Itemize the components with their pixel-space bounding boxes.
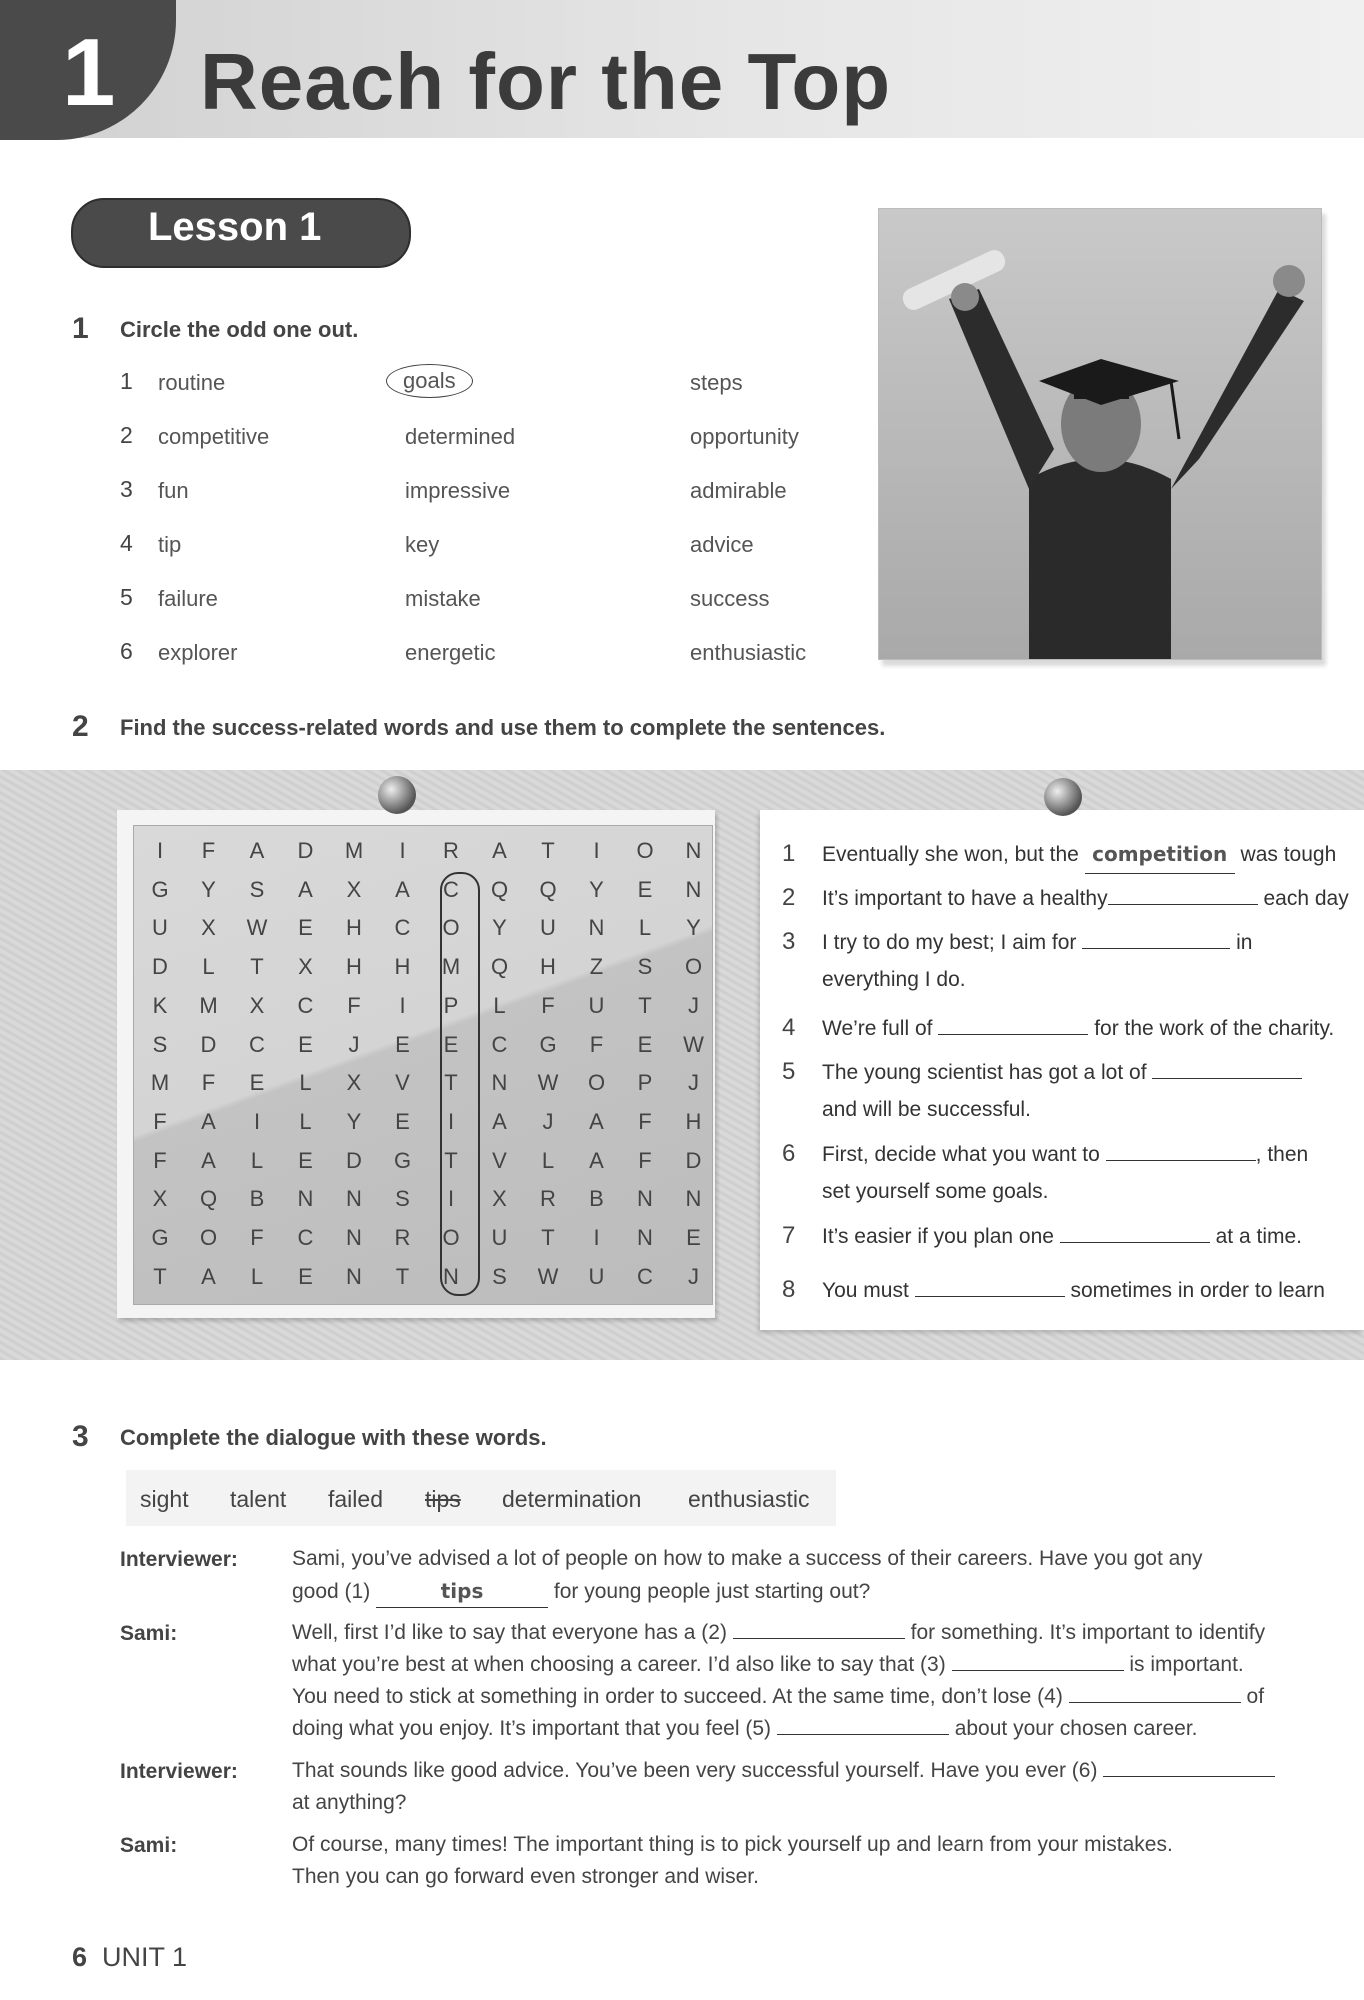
grid-letter[interactable]: X (346, 876, 362, 902)
dialogue-text: for young people just starting out? (553, 1580, 871, 1603)
grid-letter[interactable]: G (151, 1225, 169, 1250)
grid-letter[interactable]: M (199, 992, 218, 1018)
option-word[interactable]: steps (690, 370, 743, 395)
grid-letter[interactable]: U (491, 1225, 508, 1250)
grid-letter[interactable]: N (346, 1263, 362, 1289)
sentence-text: at a time. (1215, 1225, 1302, 1248)
grid-letter[interactable]: R (394, 1225, 411, 1250)
grid-letter[interactable]: T (395, 1263, 410, 1289)
exercise-2-instruction: Find the success-related words and use them to complete the sentences. (120, 715, 886, 740)
grid-letter[interactable]: T (444, 1147, 458, 1173)
grid-letter[interactable]: L (250, 1263, 264, 1289)
option-word[interactable]: success (690, 586, 770, 611)
grid-letter[interactable]: H (346, 915, 362, 941)
grid-letter[interactable]: C (637, 1263, 653, 1289)
dialogue-text: what you’re best at when choosing a career. I’d also like to say that (3) (292, 1653, 946, 1676)
word-bank-item: enthusiastic (688, 1486, 810, 1512)
speaker-label: Sami: (120, 1622, 178, 1645)
sentence-number: 2 (782, 884, 796, 911)
grid-letter[interactable]: E (443, 1031, 459, 1057)
grid-letter[interactable]: T (153, 1263, 167, 1289)
sentence-text: It’s important to have a healthy (822, 887, 1108, 910)
grid-letter[interactable]: K (152, 992, 168, 1018)
dialogue-text: Of course, many times! The important thing is to pick yourself up and learn from your mistakes. (292, 1833, 1173, 1856)
dialogue-text: doing what you enjoy. It’s important that you feel (5) (292, 1717, 771, 1740)
grid-letter[interactable]: D (346, 1147, 362, 1173)
grid-letter[interactable]: Q (490, 876, 509, 902)
grid-letter[interactable]: N (637, 1225, 653, 1250)
grid-letter[interactable]: Y (686, 915, 701, 941)
grid-letter[interactable]: L (493, 992, 506, 1018)
grid-letter[interactable]: V (492, 1147, 507, 1173)
grid-letter[interactable]: N (443, 1263, 459, 1289)
pushpin-icon (1044, 778, 1082, 816)
grid-letter[interactable]: O (199, 1225, 218, 1250)
grid-letter[interactable]: H (394, 954, 411, 980)
grid-letter[interactable]: T (250, 954, 264, 980)
option-word[interactable]: fun (158, 478, 189, 503)
grid-letter[interactable]: I (593, 1225, 600, 1250)
grid-letter[interactable]: T (541, 1225, 555, 1250)
grid-letter[interactable]: S (492, 1263, 507, 1289)
grid-letter[interactable]: E (637, 876, 653, 902)
page-footer (72, 1942, 187, 1973)
grid-letter[interactable]: O (636, 838, 654, 863)
grid-letter[interactable]: A (589, 1147, 604, 1173)
dialogue-text: at anything? (292, 1791, 407, 1814)
grid-letter[interactable]: O (442, 1225, 460, 1250)
grid-letter[interactable]: J (688, 1263, 699, 1289)
grid-letter[interactable]: W (537, 1263, 559, 1289)
grid-letter[interactable]: O (587, 1070, 606, 1096)
answer-blank[interactable] (952, 1670, 1124, 1671)
found-word-highlight (440, 872, 480, 1296)
grid-letter[interactable]: I (447, 1186, 455, 1212)
dialogue-text: good (1) (292, 1580, 371, 1603)
sentence-text: in (1236, 931, 1253, 954)
exercise-3-instruction: Complete the dialogue with these words. (120, 1425, 547, 1450)
grid-letter[interactable]: F (201, 838, 216, 863)
grid-letter[interactable]: C (249, 1031, 265, 1057)
sentence-text: everything I do. (822, 968, 966, 991)
answer-blank[interactable] (733, 1638, 905, 1639)
lesson-label: Lesson 1 (148, 205, 322, 249)
grid-letter[interactable]: C (443, 876, 459, 902)
page-title: Reach for the Top (200, 37, 892, 126)
footer-unit: UNIT 1 (102, 1942, 188, 1972)
grid-letter[interactable]: M (441, 954, 461, 980)
grid-letter[interactable]: F (638, 1147, 652, 1173)
grid-letter[interactable]: X (346, 1070, 362, 1096)
unit-number: 1 (62, 19, 116, 126)
grid-letter[interactable]: E (395, 1031, 410, 1057)
sentence-text: Eventually she won, but the (822, 843, 1079, 866)
row-number: 4 (120, 530, 133, 556)
circled-option-word[interactable]: goals (386, 364, 473, 398)
speaker-label: Interviewer: (120, 1760, 238, 1783)
row-number: 6 (120, 638, 133, 664)
option-word[interactable]: energetic (405, 640, 496, 665)
grid-letter[interactable]: Y (492, 915, 507, 941)
option-word[interactable]: competitive (158, 424, 270, 449)
grid-letter[interactable]: B (249, 1186, 265, 1212)
grid-letter[interactable]: A (589, 1108, 604, 1134)
answer-blank[interactable] (777, 1734, 949, 1735)
grid-letter[interactable]: I (593, 838, 600, 863)
option-word[interactable]: mistake (405, 586, 481, 611)
grid-letter[interactable]: D (297, 838, 314, 863)
grid-letter[interactable]: I (447, 1108, 455, 1134)
sentence-text: First, decide what you want to (822, 1143, 1100, 1166)
grid-letter[interactable]: E (249, 1070, 265, 1096)
grid-letter[interactable]: E (298, 915, 313, 941)
exercise-1-number: 1 (72, 312, 89, 345)
grid-letter[interactable]: C (394, 915, 411, 941)
grid-letter[interactable]: W (246, 915, 268, 941)
grid-letter[interactable]: G (539, 1031, 557, 1057)
grid-letter[interactable]: X (201, 915, 216, 941)
grid-letter[interactable]: N (637, 1186, 653, 1212)
grid-letter[interactable]: N (346, 1186, 362, 1212)
word-bank-item: failed (328, 1486, 383, 1512)
grid-letter[interactable]: N (685, 1186, 702, 1212)
grid-letter[interactable]: H (540, 954, 556, 980)
grid-letter[interactable]: J (688, 992, 699, 1018)
grid-letter[interactable]: H (685, 1108, 702, 1134)
grid-letter[interactable]: J (542, 1108, 554, 1134)
grid-letter[interactable]: I (399, 992, 406, 1018)
grid-letter[interactable]: U (588, 1263, 605, 1289)
answer-blank[interactable] (938, 1034, 1088, 1035)
sentence-text: , then (1255, 1143, 1309, 1166)
dialogue-line (292, 1829, 1322, 1893)
dialogue-line (292, 1755, 1322, 1819)
option-word[interactable]: key (405, 532, 440, 557)
grid-letter[interactable]: W (683, 1031, 704, 1057)
grid-letter[interactable]: X (492, 1186, 507, 1212)
grid-letter[interactable]: J (348, 1031, 360, 1057)
answer-blank[interactable] (1082, 948, 1230, 949)
option-word[interactable]: determined (405, 424, 516, 449)
dialogue-text: That sounds like good advice. You’ve been very successful yourself. Have you ever (6) (292, 1759, 1098, 1782)
grid-letter[interactable]: R (443, 838, 459, 863)
grid-letter[interactable]: S (249, 876, 265, 902)
row-number: 2 (120, 422, 133, 448)
grid-letter[interactable]: F (201, 1070, 216, 1096)
dialogue-text: Then you can go forward even stronger and wiser. (292, 1865, 759, 1888)
word-bank-item: talent (230, 1486, 287, 1512)
exercise-3-number: 3 (72, 1420, 89, 1453)
grid-letter[interactable]: V (395, 1070, 410, 1096)
grid-letter[interactable]: N (685, 838, 702, 863)
grid-letter[interactable]: X (152, 1186, 168, 1212)
exercise-1-instruction: Circle the odd one out. (120, 317, 359, 342)
sentence-text: We’re full of (822, 1017, 933, 1040)
sentence-text: set yourself some goals. (822, 1180, 1049, 1203)
grid-letter[interactable]: M (150, 1070, 170, 1096)
grid-letter[interactable]: U (588, 992, 605, 1018)
grid-letter[interactable]: L (638, 915, 652, 941)
grid-letter[interactable]: N (588, 915, 605, 941)
grid-letter[interactable]: N (346, 1225, 362, 1250)
answer-blank[interactable] (1108, 904, 1258, 905)
dialogue-text: for something. It’s important to identify (910, 1621, 1266, 1644)
option-word[interactable]: failure (158, 586, 218, 611)
row-number: 1 (120, 368, 133, 394)
grid-letter[interactable]: I (399, 838, 406, 863)
option-word[interactable]: impressive (405, 478, 511, 503)
grid-letter[interactable]: I (156, 838, 164, 863)
sentence-number: 4 (782, 1014, 796, 1041)
option-word[interactable]: advice (690, 532, 754, 557)
word-bank-item-crossed: tips (425, 1486, 461, 1512)
grid-letter[interactable]: X (249, 992, 265, 1018)
sentence-text: for the work of the charity. (1094, 1017, 1335, 1040)
answer-blank[interactable] (1060, 1242, 1210, 1243)
grid-letter[interactable]: M (344, 838, 364, 863)
grid-letter[interactable]: D (685, 1147, 702, 1173)
grid-letter[interactable]: O (684, 954, 703, 980)
dialogue-line (292, 1543, 1322, 1608)
sentence-text: was tough (1240, 843, 1337, 866)
sentence-number: 6 (782, 1140, 796, 1167)
grid-letter[interactable]: W (537, 1070, 559, 1096)
answer-blank[interactable]: tips (376, 1575, 548, 1608)
dialogue-text: about your chosen career. (954, 1717, 1198, 1740)
grid-letter[interactable]: A (492, 838, 507, 863)
option-word[interactable]: tip (158, 532, 182, 557)
sentence-number: 3 (782, 928, 796, 955)
grid-letter[interactable]: D (152, 954, 168, 980)
grid-letter[interactable]: F (250, 1225, 264, 1250)
grid-letter[interactable]: Q (490, 954, 509, 980)
grid-letter[interactable]: E (298, 1263, 313, 1289)
answer-blank[interactable] (1152, 1078, 1302, 1079)
option-word[interactable]: opportunity (690, 424, 799, 449)
grid-letter[interactable]: Q (539, 876, 557, 902)
grid-letter[interactable]: H (346, 954, 362, 980)
graduate-illustration (879, 209, 1321, 659)
grid-letter[interactable]: A (201, 1108, 216, 1134)
grid-letter[interactable]: S (395, 1186, 410, 1212)
sentence-number: 7 (782, 1222, 796, 1249)
sentence-text: The young scientist has got a lot of (822, 1061, 1147, 1084)
grid-letter[interactable]: A (249, 838, 265, 863)
grid-letter[interactable]: N (685, 876, 702, 902)
grid-letter[interactable]: A (201, 1147, 216, 1173)
answer-blank[interactable] (915, 1296, 1065, 1297)
grid-letter[interactable]: D (200, 1031, 217, 1057)
grid-letter[interactable]: L (299, 1070, 312, 1096)
grid-letter[interactable]: E (395, 1108, 410, 1134)
sentence-text: each day (1263, 887, 1349, 910)
grid-letter[interactable]: O (442, 915, 460, 941)
grid-letter[interactable]: Y (201, 876, 216, 902)
option-word[interactable]: explorer (158, 640, 238, 665)
grid-letter[interactable]: U (152, 915, 168, 941)
word-bank-item: sight (140, 1486, 189, 1512)
grid-letter[interactable]: S (637, 954, 653, 980)
grid-letter[interactable]: Y (346, 1108, 362, 1134)
grid-letter[interactable]: A (492, 1108, 507, 1134)
grid-letter[interactable]: A (201, 1263, 216, 1289)
grid-letter[interactable]: X (298, 954, 313, 980)
row-number: 3 (120, 476, 133, 502)
dialogue-line (292, 1617, 1322, 1745)
grid-letter[interactable]: S (152, 1031, 168, 1057)
sentence-text: It’s easier if you plan one (822, 1225, 1054, 1248)
grid-letter[interactable]: E (298, 1031, 313, 1057)
grid-letter[interactable]: Z (589, 954, 604, 980)
grid-letter[interactable]: A (298, 876, 313, 902)
sentence-text: You must (822, 1279, 909, 1302)
grid-letter[interactable]: E (686, 1225, 701, 1250)
grid-letter[interactable]: J (688, 1070, 699, 1096)
option-word[interactable]: admirable (690, 478, 787, 503)
grid-letter[interactable]: I (253, 1108, 261, 1134)
sentence-number: 5 (782, 1058, 796, 1085)
answer-blank[interactable] (1103, 1776, 1275, 1777)
grid-letter[interactable]: C (491, 1031, 508, 1057)
sentence-number: 8 (782, 1276, 796, 1303)
grid-letter[interactable]: E (637, 1031, 653, 1057)
grid-letter[interactable]: G (393, 1147, 412, 1173)
answer-blank[interactable] (1069, 1702, 1241, 1703)
option-word[interactable]: enthusiastic (690, 640, 807, 665)
speaker-label: Sami: (120, 1834, 178, 1857)
dialogue-text: You need to stick at something in order to succeed. At the same time, don’t lose (4) (292, 1685, 1063, 1708)
sentence-text: sometimes in order to learn (1070, 1279, 1325, 1302)
answer-blank[interactable]: competition (1085, 836, 1235, 874)
sentence-text: and will be successful. (822, 1098, 1031, 1121)
grid-letter[interactable]: N (491, 1070, 508, 1096)
grid-letter[interactable]: U (540, 915, 556, 941)
grid-letter[interactable]: C (297, 1225, 314, 1250)
grid-letter[interactable]: L (202, 954, 215, 980)
graduate-photo (878, 208, 1322, 660)
grid-letter[interactable]: P (443, 992, 459, 1018)
answer-blank[interactable] (1106, 1160, 1256, 1161)
exercise-2-number: 2 (72, 710, 89, 743)
sentence-number: 1 (782, 840, 796, 867)
grid-letter[interactable]: E (298, 1147, 313, 1173)
grid-letter[interactable]: T (638, 992, 652, 1018)
dialogue-text: Well, first I’d like to say that everyone has a (2) (292, 1621, 727, 1644)
page-number: 6 (72, 1942, 88, 1972)
grid-letter[interactable]: R (540, 1186, 556, 1212)
grid-letter[interactable]: F (638, 1108, 652, 1134)
grid-letter[interactable]: N (297, 1186, 314, 1212)
grid-letter[interactable]: B (589, 1186, 604, 1212)
dialogue-text: of (1246, 1685, 1265, 1708)
option-word[interactable]: routine (158, 370, 226, 395)
grid-letter[interactable]: Y (589, 876, 604, 902)
grid-letter[interactable]: T (444, 1070, 458, 1096)
grid-letter[interactable]: G (151, 876, 169, 902)
grid-letter[interactable]: A (395, 876, 410, 902)
grid-letter[interactable]: C (297, 992, 314, 1018)
grid-letter[interactable]: F (153, 1147, 167, 1173)
grid-letter[interactable]: P (637, 1070, 653, 1096)
grid-letter[interactable]: T (541, 838, 555, 863)
grid-letter[interactable]: Q (199, 1186, 218, 1212)
row-number: 5 (120, 584, 133, 610)
grid-letter[interactable]: L (541, 1147, 555, 1173)
grid-letter[interactable]: F (347, 992, 361, 1018)
word-bank-item: determination (502, 1486, 642, 1512)
grid-letter[interactable]: L (250, 1147, 264, 1173)
grid-letter[interactable]: F (153, 1108, 167, 1134)
dialogue-text: Sami, you’ve advised a lot of people on how to make a success of their careers. Have you got any (292, 1547, 1203, 1570)
sentence-text: I try to do my best; I aim for (822, 931, 1077, 954)
grid-letter[interactable]: L (299, 1108, 312, 1134)
speaker-label: Interviewer: (120, 1548, 238, 1571)
grid-letter[interactable]: F (541, 992, 555, 1018)
pushpin-icon (378, 776, 416, 814)
grid-letter[interactable]: F (589, 1031, 604, 1057)
dialogue-text: is important. (1129, 1653, 1244, 1676)
